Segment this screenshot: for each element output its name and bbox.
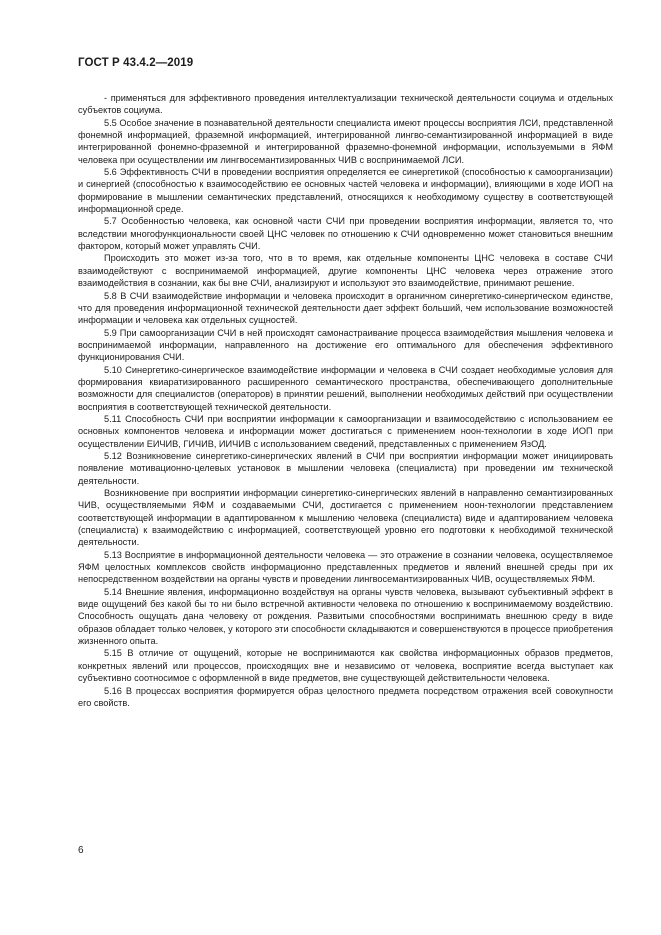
paragraph-5-5: 5.5 Особое значение в познавательной деятельности специалиста имеют процессы восприятия ЛСИ, представленной фонемной информацией, фраземной информацией, интегрированной лингво-семантизированной информацией в виде интегрированной фонемно-фраземной и интегрированной фраземно-фонемной информации, используемыми в ЯФМ человека при осуществлении им лингвосемантизированных ЧИВ с воспринимаемой ЛСИ. bbox=[78, 117, 613, 165]
paragraph-5-11: 5.11 Способность СЧИ при восприятии информации к самоорганизации и взаимосодействию с использованием ее основных компонентов человека и информации может достигаться с применением ноон-технологии в ходе ИОП при осуществлении ЕИЧИВ, ГИЧИВ, ИИЧИВ с использованием сведений, представленных с применением ЯзОД. bbox=[78, 413, 613, 449]
paragraph-5-12: 5.12 Возникновение синергетико-синергических явлений в СЧИ при восприятии информации может инициировать появление мотивационно-целевых установок в мышлении человека (специалиста) при проведении им технической деятельности. bbox=[78, 450, 613, 486]
paragraph-5-6: 5.6 Эффективность СЧИ в проведении восприятия определяется ее синергетикой (способностью к самоорганизации) и синергией (способностью к взаимосодействию ее основных частей человека и информации), влияющими в ходе ИОП на формирование в мышлении семантических представлений, относящихся к необходимому существу в соответствующей информационной среде. bbox=[78, 167, 613, 215]
paragraph-5-12-continued: Возникновение при восприятии информации синергетико-синергических явлений в направленно семантизированных ЧИВ, осуществляемыми ЯФМ и создаваемыми СЧИ, достигается с применением ноон-технологии представлением соответствующей информации в адаптированном к мышлению человека (специалиста) виде и адаптированием человека (специалиста) к взаимодействию с информацией, соответствующей уровню его подготовки к необходимой технической деятельности. bbox=[78, 488, 613, 548]
paragraph-5-7: 5.7 Особенностью человека, как основной части СЧИ при проведении восприятия информации, является то, что вследствии многофункциональности своей ЦНС человек по отношению к СЧИ одновременно может становиться внешним фактором, который может управлять СЧИ. bbox=[78, 216, 613, 252]
paragraph-5-14: 5.14 Внешние явления, информационно воздействуя на органы чувств человека, вызывают субъективный эффект в виде ощущений без какой бы то ни было встречной активности человека по отношению к воспринимаемому воздействию. Способность ощущать дана человеку от рождения. Развитыми способностями воспринимать внешнюю среду в виде образов обладает только человек, у которого эти способности складываются и совершенствуются в процессе приобретения жизненного опыта. bbox=[78, 586, 613, 647]
document-body bbox=[78, 92, 613, 709]
paragraph-5-13: 5.13 Восприятие в информационной деятельности человека — это отражение в сознании человека, осуществляемое ЯФМ целостных комплексов свойств информационно представленных предметов и явлений внешней среды при их непосредственном воздействии на органы чувств и проведении лингвосемантизированных ЧИВ, осуществляемых ЯФМ. bbox=[78, 549, 613, 585]
paragraph-5-7-continued: Происходить это может из-за того, что в то время, как отдельные компоненты ЦНС человека в составе СЧИ взаимодействуют с воспринимаемой информацией, другие компоненты ЦНС человека через отражение этого взаимодействия в сознании, как бы вне СЧИ, анализируют и используют это взаимодействие, принимают решение. bbox=[78, 253, 613, 289]
page-number: 6 bbox=[78, 845, 84, 856]
paragraph-5-16: 5.16 В процессах восприятия формируется образ целостного предмета посредством отражения всей совокупности его свойств. bbox=[78, 685, 613, 708]
standard-code-header: ГОСТ Р 43.4.2—2019 bbox=[78, 57, 194, 69]
paragraph-5-10: 5.10 Синергетико-синергическое взаимодействие информации и человека в СЧИ создает необходимые условия для формирования квиаратизированного расширенного семантического пространства, обеспечивающего дополнительные возможности для специалистов (операторов) в принятии решений, выполнении необходимых действий при осуществлении восприятия в соответствующей технической деятельности. bbox=[78, 364, 613, 412]
paragraph-5-8: 5.8 В СЧИ взаимодействие информации и человека происходит в органичном синергетико-синергическом единстве, что для проведения информационной технической деятельности дает эффект больший, чем использование возможностей информации и человека как отдельных сущностей. bbox=[78, 290, 613, 326]
paragraph-intro-bullet: - применяться для эффективного проведения интеллектуализации технической деятельности социума и отдельных субъектов социума. bbox=[78, 93, 613, 116]
paragraph-5-9: 5.9 При самоорганизации СЧИ в ней происходят самонастраивание процесса взаимодействия мышления человека и воспринимаемой информации, направленного на достижение его оптимального для обеспечения эффективного функционирования СЧИ. bbox=[78, 327, 613, 363]
paragraph-5-15: 5.15 В отличие от ощущений, которые не воспринимаются как свойства информационных образов предметов, конкретных явлений или процессов, происходящих вне и независимо от человека, восприятие всегда выступает как субъективно соотносимое с оформленной в виде предметов, вне существующей действительности человека. bbox=[78, 648, 613, 684]
